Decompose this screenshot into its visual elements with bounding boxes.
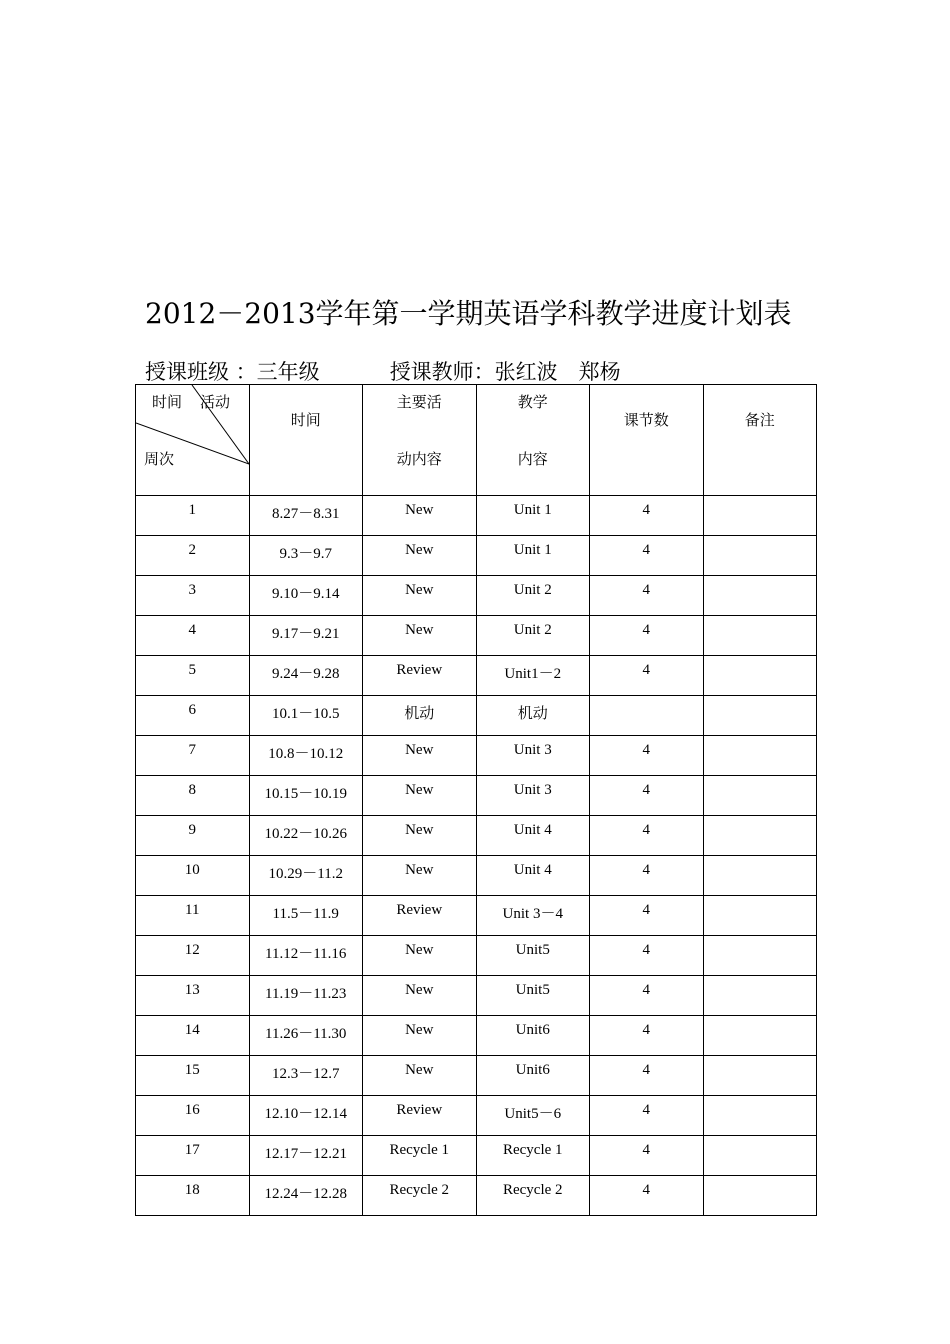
- cell-remarks: [703, 616, 817, 656]
- table-row: [136, 536, 817, 576]
- cell-remarks: [703, 776, 817, 816]
- header-time-corner: 时间: [152, 393, 183, 411]
- table-row: [136, 1136, 817, 1176]
- header-activity-line2: 动内容: [396, 450, 442, 468]
- header-remarks: 备注: [703, 385, 817, 496]
- cell-content: Unit 1: [476, 536, 590, 576]
- cell-time: 9.24－9.28: [249, 656, 363, 696]
- cell-activity: New: [363, 936, 477, 976]
- cell-week: 11: [136, 896, 250, 936]
- table-row: [136, 496, 817, 536]
- cell-week: 1: [136, 496, 250, 536]
- cell-activity: New: [363, 816, 477, 856]
- cell-time: 10.15－10.19: [249, 776, 363, 816]
- table-row: [136, 696, 817, 736]
- cell-time: 10.22－10.26: [249, 816, 363, 856]
- cell-activity: Review: [363, 1096, 477, 1136]
- cell-activity: New: [363, 736, 477, 776]
- cell-activity: New: [363, 1016, 477, 1056]
- cell-lessons: 4: [590, 576, 704, 616]
- cell-remarks: [703, 976, 817, 1016]
- table-row: [136, 936, 817, 976]
- table-header-row: [136, 385, 817, 496]
- cell-remarks: [703, 1136, 817, 1176]
- cell-content: Unit 2: [476, 616, 590, 656]
- cell-remarks: [703, 576, 817, 616]
- cell-lessons: 4: [590, 1016, 704, 1056]
- cell-week: 12: [136, 936, 250, 976]
- cell-activity: Review: [363, 896, 477, 936]
- cell-remarks: [703, 896, 817, 936]
- cell-remarks: [703, 816, 817, 856]
- cell-time: 12.24－12.28: [249, 1176, 363, 1216]
- header-lessons: 课节数: [590, 385, 704, 496]
- table-row: [136, 576, 817, 616]
- cell-content: Unit 3: [476, 736, 590, 776]
- cell-remarks: [703, 696, 817, 736]
- header-diagonal-cell: [136, 385, 250, 496]
- header-activity: [363, 385, 477, 496]
- cell-remarks: [703, 1176, 817, 1216]
- cell-content: Unit6: [476, 1016, 590, 1056]
- cell-time: 11.12－11.16: [249, 936, 363, 976]
- header-week-corner: 周次: [144, 450, 175, 468]
- cell-week: 13: [136, 976, 250, 1016]
- table-row: [136, 736, 817, 776]
- cell-time: 10.1－10.5: [249, 696, 363, 736]
- table-row: [136, 776, 817, 816]
- cell-lessons: 4: [590, 976, 704, 1016]
- cell-activity: New: [363, 776, 477, 816]
- header-activity-corner: 活动: [200, 393, 231, 411]
- cell-content: Unit 2: [476, 576, 590, 616]
- table-row: [136, 896, 817, 936]
- cell-remarks: [703, 1056, 817, 1096]
- cell-week: 6: [136, 696, 250, 736]
- teacher-label: 授课教师：张红波 郑杨: [389, 360, 621, 384]
- cell-time: 12.17－12.21: [249, 1136, 363, 1176]
- cell-week: 10: [136, 856, 250, 896]
- cell-time: 9.3－9.7: [249, 536, 363, 576]
- cell-time: 12.10－12.14: [249, 1096, 363, 1136]
- schedule-table: [135, 384, 817, 1216]
- cell-content: Unit 4: [476, 856, 590, 896]
- table-row: [136, 1056, 817, 1096]
- header-activity-line1: 主要活: [396, 393, 442, 411]
- class-label: 授课班级 ：三年级: [145, 360, 320, 384]
- cell-week: 8: [136, 776, 250, 816]
- header-content-line2: 内容: [517, 450, 548, 468]
- cell-activity: New: [363, 536, 477, 576]
- cell-remarks: [703, 536, 817, 576]
- cell-time: 8.27－8.31: [249, 496, 363, 536]
- cell-activity: Recycle 2: [363, 1176, 477, 1216]
- table-row: [136, 1016, 817, 1056]
- cell-lessons: 4: [590, 896, 704, 936]
- page-title: 2012－2013学年第一学期英语学科教学进度计划表: [145, 297, 792, 330]
- course-info: [145, 356, 621, 386]
- cell-remarks: [703, 1096, 817, 1136]
- cell-content: Unit 3: [476, 776, 590, 816]
- cell-time: 11.26－11.30: [249, 1016, 363, 1056]
- table-row: [136, 1096, 817, 1136]
- cell-week: 5: [136, 656, 250, 696]
- cell-activity: Review: [363, 656, 477, 696]
- header-content: [476, 385, 590, 496]
- cell-week: 14: [136, 1016, 250, 1056]
- cell-time: 11.5－11.9: [249, 896, 363, 936]
- cell-content: Recycle 2: [476, 1176, 590, 1216]
- cell-week: 9: [136, 816, 250, 856]
- table-row: [136, 976, 817, 1016]
- cell-activity: Recycle 1: [363, 1136, 477, 1176]
- cell-week: 2: [136, 536, 250, 576]
- cell-week: 15: [136, 1056, 250, 1096]
- cell-content: Recycle 1: [476, 1136, 590, 1176]
- table-row: [136, 616, 817, 656]
- table-row: [136, 816, 817, 856]
- cell-lessons: 4: [590, 496, 704, 536]
- cell-lessons: 4: [590, 776, 704, 816]
- cell-week: 4: [136, 616, 250, 656]
- cell-remarks: [703, 1016, 817, 1056]
- cell-activity: New: [363, 576, 477, 616]
- cell-time: 9.10－9.14: [249, 576, 363, 616]
- cell-content: Unit5: [476, 936, 590, 976]
- cell-remarks: [703, 656, 817, 696]
- cell-lessons: 4: [590, 736, 704, 776]
- cell-content: Unit5: [476, 976, 590, 1016]
- cell-lessons: 4: [590, 656, 704, 696]
- cell-activity: New: [363, 496, 477, 536]
- cell-time: 10.8－10.12: [249, 736, 363, 776]
- cell-lessons: 4: [590, 936, 704, 976]
- cell-activity: New: [363, 1056, 477, 1096]
- cell-time: 11.19－11.23: [249, 976, 363, 1016]
- header-time: 时间: [249, 385, 363, 496]
- cell-content: Unit1－2: [476, 656, 590, 696]
- cell-week: 16: [136, 1096, 250, 1136]
- cell-lessons: [590, 696, 704, 736]
- cell-week: 18: [136, 1176, 250, 1216]
- cell-remarks: [703, 936, 817, 976]
- cell-activity: New: [363, 856, 477, 896]
- table-row: [136, 656, 817, 696]
- cell-content: Unit5－6: [476, 1096, 590, 1136]
- cell-time: 12.3－12.7: [249, 1056, 363, 1096]
- cell-lessons: 4: [590, 616, 704, 656]
- cell-content: Unit6: [476, 1056, 590, 1096]
- cell-activity: New: [363, 976, 477, 1016]
- cell-activity: New: [363, 616, 477, 656]
- cell-remarks: [703, 496, 817, 536]
- cell-lessons: 4: [590, 536, 704, 576]
- table-row: [136, 1176, 817, 1216]
- cell-remarks: [703, 856, 817, 896]
- cell-time: 10.29－11.2: [249, 856, 363, 896]
- table-row: [136, 856, 817, 896]
- cell-remarks: [703, 736, 817, 776]
- cell-week: 3: [136, 576, 250, 616]
- cell-week: 7: [136, 736, 250, 776]
- cell-lessons: 4: [590, 1136, 704, 1176]
- cell-lessons: 4: [590, 856, 704, 896]
- cell-lessons: 4: [590, 1056, 704, 1096]
- cell-content: Unit 1: [476, 496, 590, 536]
- cell-content: 机动: [476, 696, 590, 736]
- header-content-line1: 教学: [517, 393, 548, 411]
- cell-lessons: 4: [590, 1096, 704, 1136]
- cell-lessons: 4: [590, 1176, 704, 1216]
- cell-activity: 机动: [363, 696, 477, 736]
- cell-time: 9.17－9.21: [249, 616, 363, 656]
- cell-content: Unit 4: [476, 816, 590, 856]
- cell-lessons: 4: [590, 816, 704, 856]
- cell-week: 17: [136, 1136, 250, 1176]
- cell-content: Unit 3－4: [476, 896, 590, 936]
